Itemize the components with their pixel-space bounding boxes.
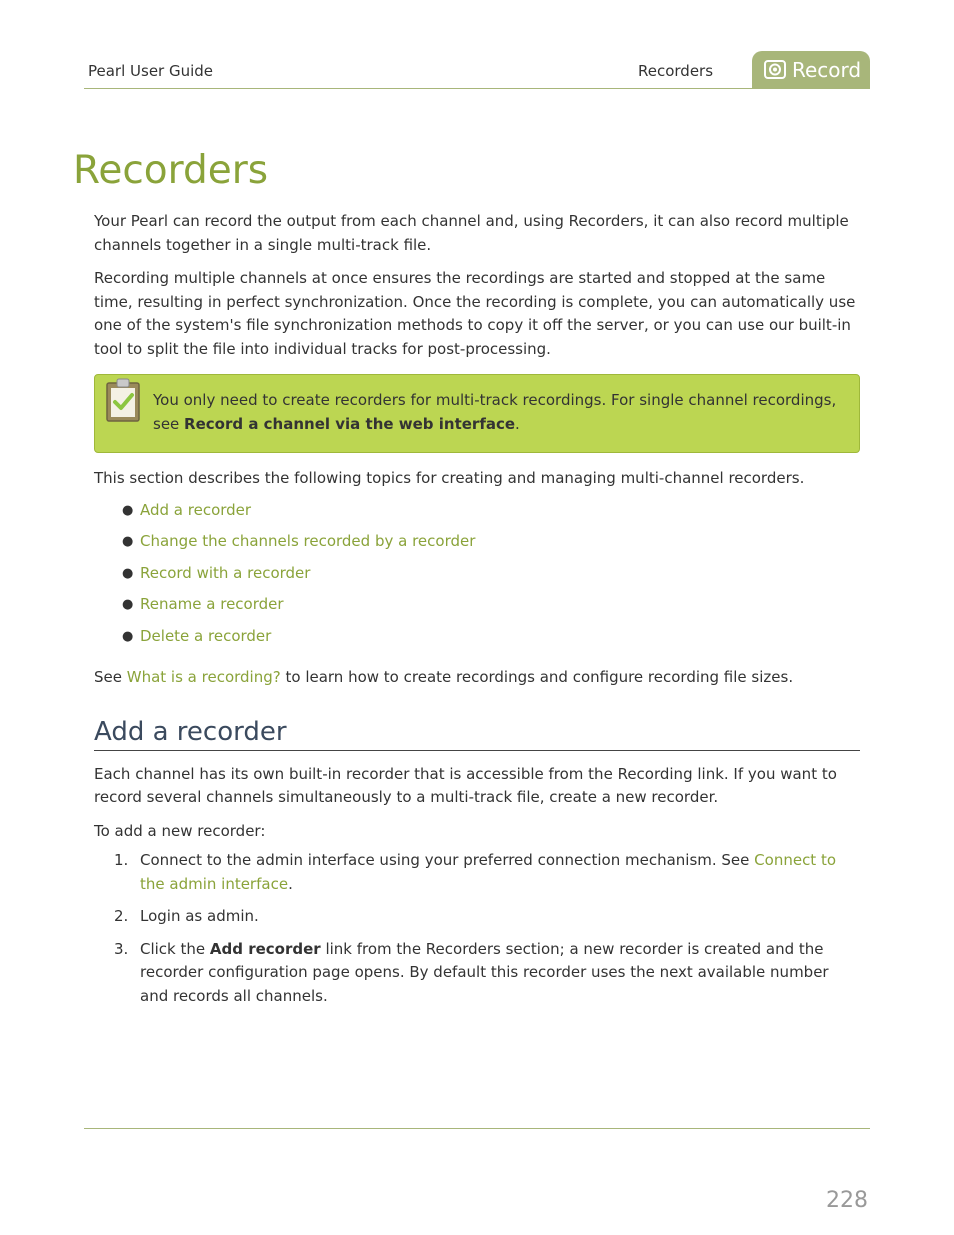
topic-link-delete-recorder[interactable]: Delete a recorder bbox=[140, 626, 272, 645]
see-also-suffix: to learn how to create recordings and configure recording file sizes. bbox=[280, 668, 794, 687]
note-text-after: . bbox=[515, 414, 520, 433]
steps-list bbox=[94, 849, 860, 1008]
page-title: Recorders bbox=[73, 148, 269, 193]
step-number: 2. bbox=[114, 907, 129, 926]
add-recorder-description: Each channel has its own built-in recorder that is accessible from the Recording link. If you want to record several channels simultaneously to a multi-track file, create a new recorder. bbox=[94, 764, 837, 807]
bullet-icon: ● bbox=[122, 597, 134, 613]
steps-intro: To add a new recorder: bbox=[94, 821, 266, 840]
topics-intro: This section describes the following topics for creating and managing multi-channel recorders. bbox=[94, 469, 805, 487]
step-text-after: . bbox=[288, 874, 293, 893]
step-number: 1. bbox=[114, 851, 129, 870]
see-also bbox=[94, 666, 860, 690]
section-name: Recorders bbox=[638, 62, 714, 80]
list-item bbox=[122, 499, 860, 531]
record-tab-label: Record bbox=[792, 57, 862, 82]
list-item bbox=[122, 530, 860, 562]
bullet-icon: ● bbox=[122, 534, 134, 550]
step-text: Connect to the admin interface using your preferred connection mechanism. See bbox=[140, 851, 755, 870]
topics-list bbox=[94, 499, 860, 657]
what-is-recording-link[interactable]: What is a recording? bbox=[126, 668, 281, 687]
main-content bbox=[94, 210, 860, 1017]
list-item bbox=[122, 625, 860, 657]
topic-link-change-channels[interactable]: Change the channels recorded by a recorder bbox=[140, 532, 476, 551]
bullet-icon: ● bbox=[122, 628, 134, 644]
guide-title: Pearl User Guide bbox=[88, 62, 214, 80]
see-also-prefix: See bbox=[94, 668, 127, 687]
bullet-icon: ● bbox=[122, 502, 134, 518]
clipboard-check-icon bbox=[105, 377, 141, 431]
section-heading-add-recorder: Add a recorder bbox=[94, 716, 860, 751]
list-item bbox=[122, 562, 860, 594]
topic-link-rename-recorder[interactable]: Rename a recorder bbox=[140, 595, 284, 614]
record-tab[interactable] bbox=[752, 51, 870, 88]
step-number: 3. bbox=[114, 939, 129, 958]
list-item bbox=[114, 905, 860, 929]
page-number: 228 bbox=[826, 1188, 868, 1213]
bullet-icon: ● bbox=[122, 565, 134, 581]
step-text-after: link from the Recorders section; a new recorder is created and the recorder configuration page opens. By default this recorder uses the next available number and records all channels. bbox=[140, 939, 829, 1005]
record-icon bbox=[764, 60, 786, 80]
list-item bbox=[114, 938, 860, 1009]
note-text bbox=[153, 389, 843, 436]
intro-paragraph-1: Your Pearl can record the output from each channel and, using Recorders, it can also record multiple channels together in a single multi-track file. bbox=[94, 212, 849, 254]
note-bold-link[interactable]: Record a channel via the web interface bbox=[184, 414, 516, 433]
topic-link-record-with-recorder[interactable]: Record with a recorder bbox=[140, 563, 311, 582]
list-item bbox=[122, 593, 860, 625]
page-header bbox=[84, 50, 870, 89]
note-text-before: You only need to create recorders for multi-track recordings. For single channel recordings, see bbox=[153, 391, 837, 433]
step-text: Click the bbox=[140, 939, 210, 958]
footer-divider bbox=[84, 1128, 870, 1129]
intro-paragraph-2: Recording multiple channels at once ensures the recordings are started and stopped at the same time, resulting in perfect synchronization. Once the recording is complete, you can automatically use one of the system's file synchronization methods to copy it off the server, or you can use our built-in tool to split the file into individual tracks for post-processing. bbox=[94, 269, 856, 358]
topic-link-add-recorder[interactable]: Add a recorder bbox=[140, 500, 252, 519]
step-text: Login as admin. bbox=[140, 907, 259, 926]
add-recorder-bold: Add recorder bbox=[209, 939, 321, 958]
note-box bbox=[94, 374, 860, 453]
list-item bbox=[114, 849, 860, 896]
connect-admin-link[interactable]: Connect to the admin interface bbox=[140, 851, 837, 893]
